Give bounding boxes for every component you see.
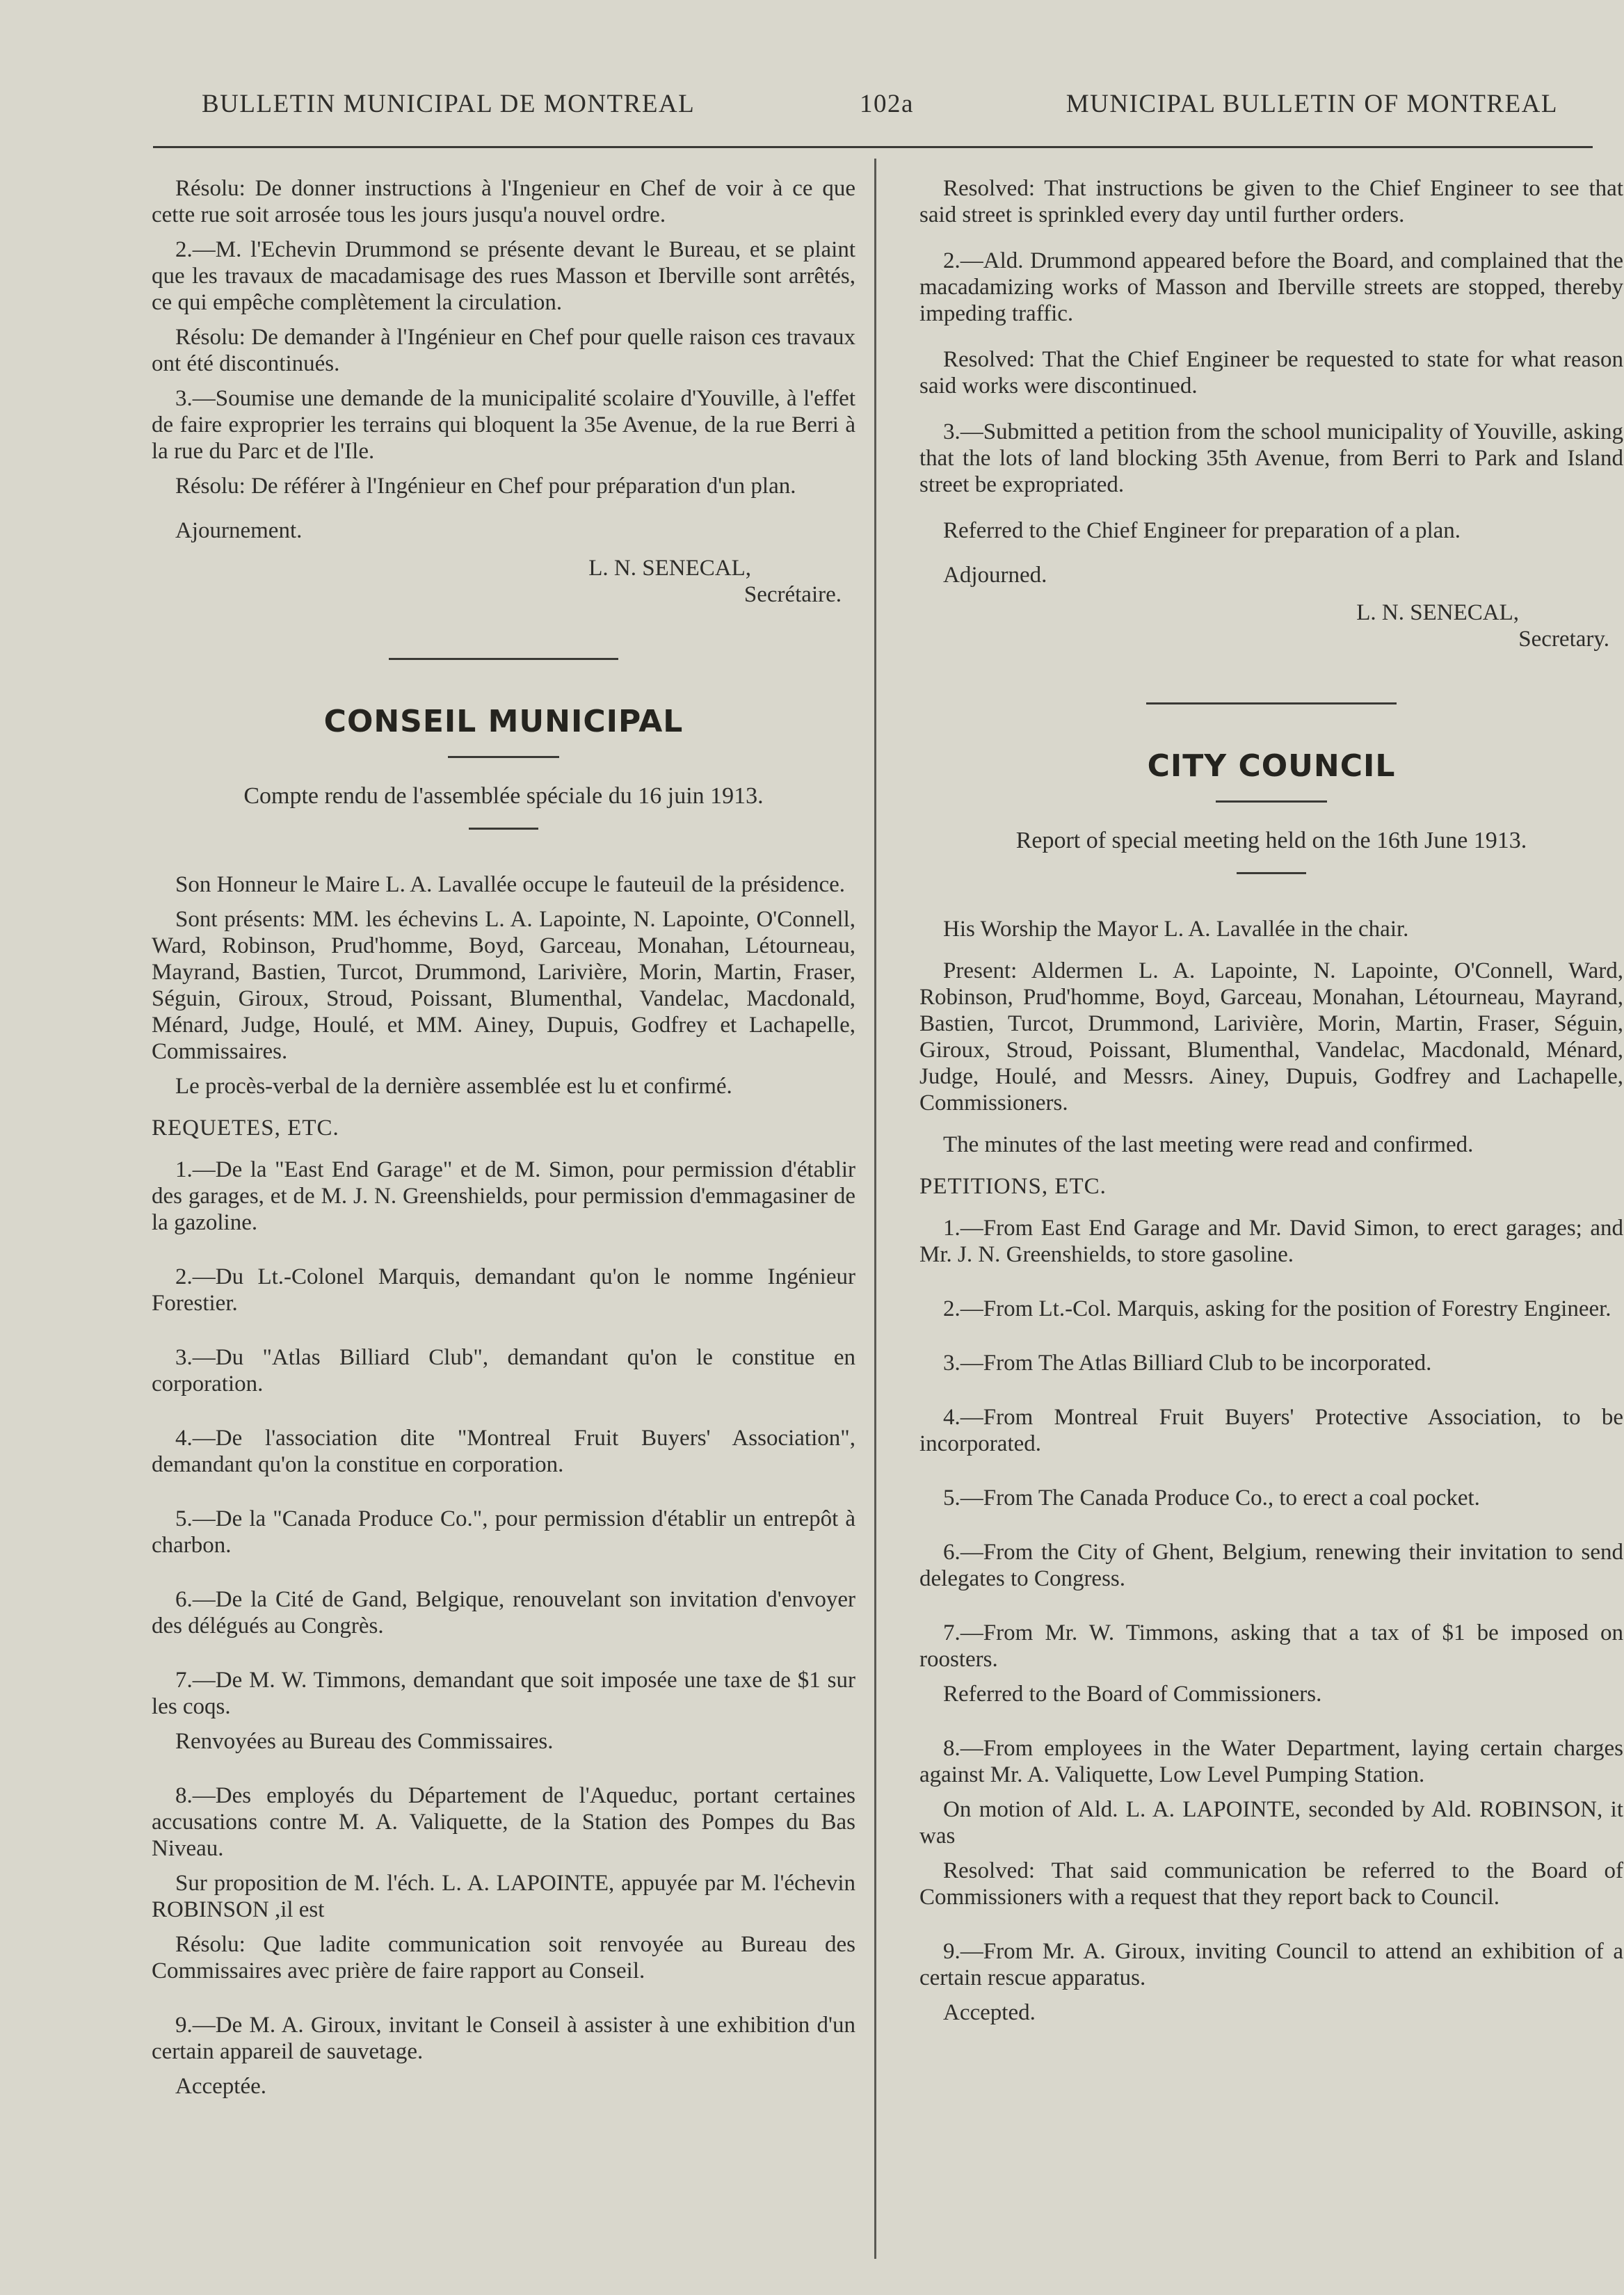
paragraph: Résolu: De donner instructions à l'Ingenieur en Chef de voir à ce que cette rue soit arrosée tous les jours jusqu'a nouvel ordre. <box>152 176 855 227</box>
signature-role: Secrétaire. <box>743 582 842 607</box>
petition-item: 9.—De M. A. Giroux, invitant le Conseil à assister à une exhibition d'un certain appareil de sauvetage. <box>152 2013 855 2064</box>
report-rule <box>1237 872 1306 874</box>
petition-item: 3.—From The Atlas Billiard Club to be incorporated. <box>943 1351 1432 1376</box>
council-title: CONSEIL MUNICIPAL <box>323 704 684 739</box>
paragraph: 2.—M. l'Echevin Drummond se présente devant le Bureau, et se plaint que les travaux de macadamisage des rues Masson et Iberville sont arrêtés, ce qui empêche complètement la circulation. <box>152 237 855 315</box>
petition-item: 5.—From The Canada Produce Co., to erect a coal pocket. <box>943 1485 1480 1511</box>
section-heading: PETITIONS, ETC. <box>919 1174 1107 1199</box>
petition-item: 2.—From Lt.-Col. Marquis, asking for the position of Forestry Engineer. <box>943 1296 1611 1321</box>
petition-item: 6.—From the City of Ghent, Belgium, renewing their invitation to send delegates to Congress. <box>919 1540 1623 1591</box>
header-rule <box>153 146 1593 148</box>
paragraph: Résolu: De référer à l'Ingénieur en Chef pour préparation d'un plan. <box>175 474 796 499</box>
adjournment: Adjourned. <box>943 563 1047 588</box>
paragraph: Le procès-verbal de la dernière assemblée est lu et confirmé. <box>175 1074 732 1099</box>
header-right-title: MUNICIPAL BULLETIN OF MONTREAL <box>1066 90 1558 118</box>
signature-role: Secretary. <box>1518 627 1609 652</box>
page-number: 102a <box>860 90 914 118</box>
paragraph: Sur proposition de M. l'éch. L. A. LAPOINTE, appuyée par M. l'échevin ROBINSON ,il est <box>152 1871 855 1922</box>
paragraph: Résolu: De demander à l'Ingénieur en Chef pour quelle raison ces travaux ont été discontinués. <box>152 325 855 376</box>
section-heading: REQUETES, ETC. <box>152 1116 339 1141</box>
column-divider <box>874 159 876 2259</box>
petition-item: 8.—From employees in the Water Department, laying certain charges against Mr. A. Valiquette, Low Level Pumping Station. <box>919 1736 1623 1787</box>
petition-item: 1.—From East End Garage and Mr. David Simon, to erect garages; and Mr. J. N. Greenshields, to store gasoline. <box>919 1216 1623 1267</box>
paragraph: Resolved: That said communication be referred to the Board of Commissioners with a request that they report back to Council. <box>919 1858 1623 1910</box>
paragraph: Renvoyées au Bureau des Commissaires. <box>175 1729 554 1754</box>
paragraph: Resolved: That instructions be given to the Chief Engineer to see that said street is sprinkled every day until further orders. <box>919 176 1623 227</box>
petition-item: 8.—Des employés du Département de l'Aqueduc, portant certaines accusations contre M. A. Valiquette, de la Station des Pompes du Bas Niveau. <box>152 1783 855 1861</box>
page-header <box>153 89 1558 131</box>
adjournment: Ajournement. <box>175 518 303 543</box>
report-rule <box>469 828 538 830</box>
paragraph: Sont présents: MM. les échevins L. A. Lapointe, N. Lapointe, O'Connell, Ward, Robinson, Prud'homme, Boyd, Garceau, Monahan, Létourneau, Mayrand, Bastien, Turcot, Drummond, Larivière, Morin, Martin, Fraser, Séguin, Giroux, Stroud, Poissant, Blumenthal, Vandelac, Macdonald, Ménard, Judge, Houlé, et MM. Ainey, Dupuis, Godfrey et Lachapelle, Commissaires. <box>152 907 855 1064</box>
title-rule <box>448 756 559 758</box>
petition-item: 6.—De la Cité de Gand, Belgique, renouvelant son invitation d'envoyer des délégués au Congrès. <box>152 1587 855 1638</box>
title-rule <box>1216 800 1327 803</box>
paragraph: Referred to the Board of Commissioners. <box>943 1682 1322 1707</box>
petition-item: 3.—Du "Atlas Billiard Club", demandant qu'on le constitue en corporation. <box>152 1345 855 1396</box>
petition-item: 4.—From Montreal Fruit Buyers' Protective Association, to be incorporated. <box>919 1405 1623 1456</box>
paragraph: Son Honneur le Maire L. A. Lavallée occupe le fauteuil de la présidence. <box>175 872 846 897</box>
petition-item: 2.—Du Lt.-Colonel Marquis, demandant qu'on le nomme Ingénieur Forestier. <box>152 1264 855 1316</box>
paragraph: Present: Aldermen L. A. Lapointe, N. Lapointe, O'Connell, Ward, Robinson, Prud'homme, Boyd, Garceau, Monahan, Létourneau, Mayrand, Bastien, Turcot, Drummond, Larivière, Morin, Martin, Fraser, Séguin, Giroux, Stroud, Poissant, Blumenthal, Vandelac, Macdonald, Ménard, Judge, Houlé, and Messrs. Ainey, Dupuis, Godfrey and Lachapelle, Commissioners. <box>919 958 1623 1116</box>
paragraph: Accepted. <box>943 2000 1036 2025</box>
paragraph: 3.—Soumise une demande de la municipalité scolaire d'Youville, à l'effet de faire exproprier les terrains qui bloquent la 35e Avenue, de la rue Berri à la rue du Parc et de l'Ile. <box>152 386 855 464</box>
paragraph: On motion of Ald. L. A. LAPOINTE, seconded by Ald. ROBINSON, it was <box>919 1797 1623 1849</box>
council-title: CITY COUNCIL <box>1147 748 1396 784</box>
header-left-title: BULLETIN MUNICIPAL DE MONTREAL <box>202 90 696 118</box>
section-rule <box>389 658 618 660</box>
signature-name: L. N. SENECAL, <box>1356 600 1519 625</box>
petition-item: 7.—De M. W. Timmons, demandant que soit imposée une taxe de $1 sur les coqs. <box>152 1668 855 1719</box>
paragraph: The minutes of the last meeting were read and confirmed. <box>943 1132 1474 1157</box>
english-column <box>919 175 1623 2034</box>
paragraph: 2.—Ald. Drummond appeared before the Board, and complained that the macadamizing works of Masson and Iberville streets are stopped, thereby impeding traffic. <box>919 248 1623 326</box>
petition-item: 7.—From Mr. W. Timmons, asking that a tax of $1 be imposed on roosters. <box>919 1620 1623 1672</box>
petition-item: 5.—De la "Canada Produce Co.", pour permission d'établir un entrepôt à charbon. <box>152 1506 855 1558</box>
french-column <box>152 175 855 2108</box>
paragraph: 3.—Submitted a petition from the school municipality of Youville, asking that the lots of land blocking 35th Avenue, from Berri to Park and Island street be expropriated. <box>919 419 1623 497</box>
paragraph: Acceptée. <box>175 2074 266 2099</box>
report-line: Compte rendu de l'assemblée spéciale du 16 juin 1913. <box>243 783 764 809</box>
paragraph: Resolved: That the Chief Engineer be requested to state for what reason said works were discontinued. <box>919 347 1623 398</box>
report-line: Report of special meeting held on the 16th June 1913. <box>1015 828 1527 853</box>
paragraph: Résolu: Que ladite communication soit renvoyée au Bureau des Commissaires avec prière de faire rapport au Conseil. <box>152 1932 855 1983</box>
paragraph: Referred to the Chief Engineer for preparation of a plan. <box>943 518 1461 543</box>
petition-item: 1.—De la "East End Garage" et de M. Simon, pour permission d'établir des garages, et de M. J. N. Greenshields, pour permission d'emmagasiner de la gazoline. <box>152 1157 855 1235</box>
section-rule <box>1146 702 1397 704</box>
petition-item: 9.—From Mr. A. Giroux, inviting Council to attend an exhibition of a certain rescue apparatus. <box>919 1939 1623 1990</box>
paragraph: His Worship the Mayor L. A. Lavallée in the chair. <box>943 917 1409 942</box>
petition-item: 4.—De l'association dite "Montreal Fruit Buyers' Association", demandant qu'on la constitue en corporation. <box>152 1426 855 1477</box>
signature-name: L. N. SENECAL, <box>588 556 751 581</box>
